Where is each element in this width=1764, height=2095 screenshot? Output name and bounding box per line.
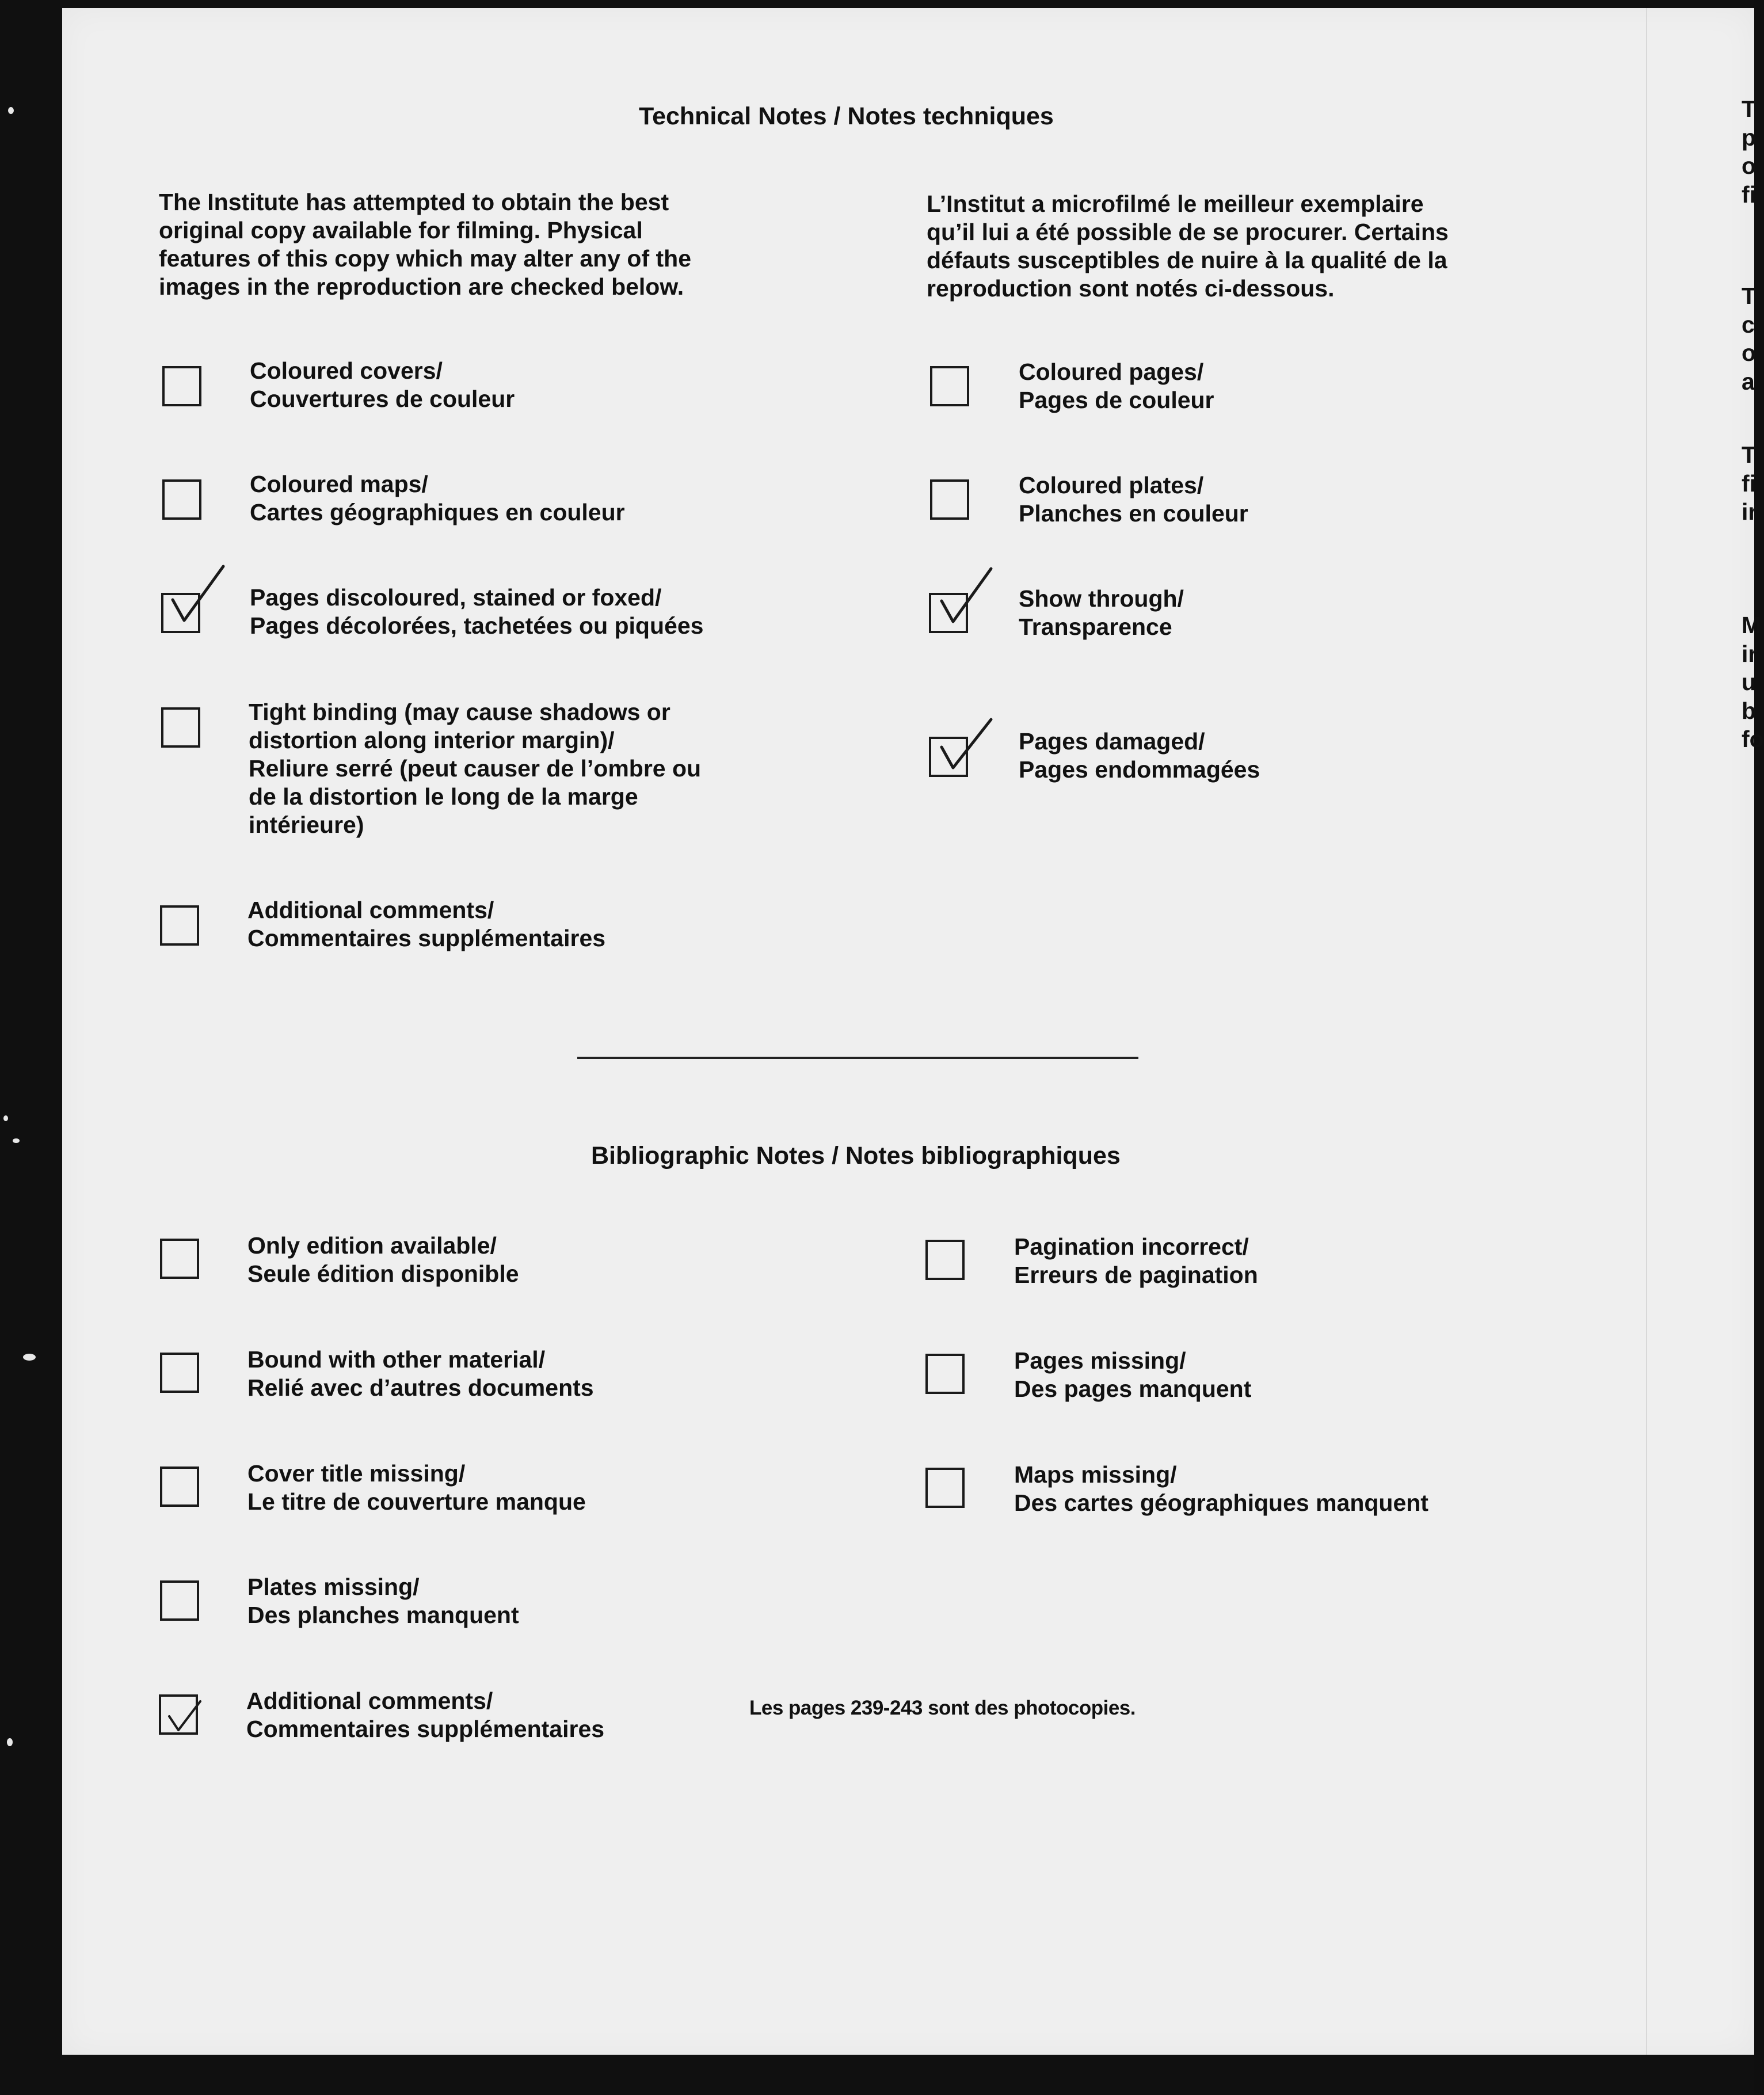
- edge-letter: b: [1742, 697, 1757, 724]
- coloured-maps-label-fr: Cartes géographiques en couleur: [250, 499, 625, 525]
- bound-with-other-label: Bound with other material/: [247, 1346, 546, 1373]
- tight-binding-label-fr: de la distortion le long de la marge: [249, 783, 638, 810]
- tight-binding-label: distortion along interior margin)/: [249, 727, 615, 753]
- plates-missing-checkbox[interactable]: [160, 1580, 199, 1621]
- maps-missing-checkbox[interactable]: [925, 1468, 965, 1508]
- pages-missing-checkbox[interactable]: [925, 1354, 965, 1394]
- pages-discoloured-checkmark-icon: [170, 564, 234, 630]
- film-speck: [13, 1138, 20, 1143]
- intro-en-line: The Institute has attempted to obtain the best: [159, 189, 669, 215]
- additional-comments-checkmark-icon: [167, 1699, 204, 1735]
- additional-comments-text: Les pages 239-243 sont des photocopies.: [749, 1697, 1136, 1719]
- only-edition-checkbox[interactable]: [160, 1239, 199, 1279]
- edge-letter: T: [1742, 441, 1757, 468]
- plates-missing-label: Plates missing/: [247, 1574, 420, 1600]
- show-through-label: Show through/: [1019, 585, 1184, 612]
- intro-en-line: original copy available for filming. Physical: [159, 217, 643, 243]
- bibliographic-notes-title: Bibliographic Notes / Notes bibliographiques: [591, 1142, 1121, 1170]
- edge-letter: fi: [1742, 181, 1757, 208]
- additional-comments-checkbox[interactable]: [160, 905, 199, 946]
- edge-letter: M: [1742, 612, 1762, 638]
- edge-letter: p: [1742, 124, 1757, 151]
- edge-letter: c: [1742, 311, 1755, 338]
- film-speck: [3, 1115, 8, 1121]
- intro-fr-line: reproduction sont notés ci-dessous.: [927, 275, 1335, 302]
- show-through-label-fr: Transparence: [1019, 614, 1172, 640]
- pages-discoloured-label: Pages discoloured, stained or foxed/: [250, 584, 662, 611]
- film-speck: [8, 107, 14, 114]
- film-speck: [23, 1354, 36, 1361]
- intro-en-line: features of this copy which may alter any of the: [159, 245, 692, 272]
- coloured-pages-label: Coloured pages/: [1019, 359, 1204, 385]
- edge-letter: fi: [1742, 470, 1757, 497]
- additional-comments-bib-label: Additional comments/: [246, 1688, 493, 1714]
- coloured-plates-label: Coloured plates/: [1019, 472, 1204, 498]
- technical-notes-title: Technical Notes / Notes techniques: [639, 102, 1054, 130]
- tight-binding-label-fr: intérieure): [249, 812, 364, 838]
- only-edition-label-fr: Seule édition disponible: [247, 1260, 519, 1287]
- bound-with-other-label-fr: Relié avec d’autres documents: [247, 1374, 594, 1401]
- pagination-incorrect-label-fr: Erreurs de pagination: [1014, 1262, 1258, 1288]
- pagination-incorrect-label: Pagination incorrect/: [1014, 1233, 1249, 1260]
- tight-binding-checkbox[interactable]: [161, 707, 200, 748]
- tight-binding-label-fr: Reliure serré (peut causer de l’ombre ou: [249, 755, 702, 782]
- plates-missing-label-fr: Des planches manquent: [247, 1602, 519, 1628]
- adjacent-frame-letters: [1742, 95, 1759, 209]
- coloured-maps-checkbox[interactable]: [162, 479, 201, 520]
- additional-comments-bib-label-fr: Commentaires supplémentaires: [246, 1716, 605, 1742]
- coloured-covers-label-fr: Couvertures de couleur: [250, 386, 515, 412]
- pages-missing-label: Pages missing/: [1014, 1347, 1186, 1374]
- document-page: [62, 8, 1754, 2055]
- adjacent-frame-letters: [1742, 282, 1759, 396]
- pagination-incorrect-checkbox[interactable]: [925, 1240, 965, 1280]
- edge-letter: T: [1742, 96, 1757, 122]
- only-edition-label: Only edition available/: [247, 1232, 497, 1259]
- edge-letter: fo: [1742, 726, 1764, 752]
- coloured-plates-checkbox[interactable]: [930, 479, 969, 520]
- edge-letter: ir: [1742, 498, 1758, 525]
- show-through-checkmark-icon: [938, 566, 1001, 631]
- film-speck: [7, 1738, 13, 1746]
- coloured-maps-label: Coloured maps/: [250, 471, 428, 497]
- adjacent-frame-letters: [1742, 441, 1759, 527]
- cover-title-missing-label: Cover title missing/: [247, 1460, 466, 1487]
- pages-damaged-label-fr: Pages endommagées: [1019, 756, 1260, 783]
- edge-letter: ir: [1742, 640, 1758, 667]
- pages-missing-label-fr: Des pages manquent: [1014, 1376, 1252, 1402]
- edge-letter: u: [1742, 669, 1757, 695]
- intro-en-line: images in the reproduction are checked below.: [159, 273, 684, 300]
- pages-damaged-label: Pages damaged/: [1019, 728, 1205, 755]
- edge-letter: a: [1742, 368, 1755, 395]
- edge-letter: o: [1742, 153, 1757, 179]
- bound-with-other-checkbox[interactable]: [160, 1353, 199, 1393]
- adjacent-frame-letters: [1742, 611, 1764, 754]
- coloured-pages-checkbox[interactable]: [930, 366, 969, 406]
- tight-binding-label: Tight binding (may cause shadows or: [249, 699, 670, 725]
- additional-comments-label: Additional comments/: [247, 897, 494, 923]
- intro-fr-line: qu’il lui a été possible de se procurer. Certains: [927, 219, 1449, 245]
- coloured-plates-label-fr: Planches en couleur: [1019, 500, 1248, 527]
- cover-title-missing-label-fr: Le titre de couverture manque: [247, 1488, 586, 1515]
- coloured-pages-label-fr: Pages de couleur: [1019, 387, 1214, 413]
- edge-letter: T: [1742, 283, 1757, 309]
- coloured-covers-checkbox[interactable]: [162, 366, 201, 406]
- maps-missing-label-fr: Des cartes géographiques manquent: [1014, 1490, 1428, 1516]
- pages-damaged-checkmark-icon: [938, 717, 1001, 777]
- intro-fr-line: défauts susceptibles de nuire à la qualité de la: [927, 247, 1447, 273]
- section-divider-rule: [577, 1057, 1138, 1059]
- pages-discoloured-label-fr: Pages décolorées, tachetées ou piquées: [250, 612, 704, 639]
- page-edge-divider: [1646, 8, 1647, 2055]
- maps-missing-label: Maps missing/: [1014, 1461, 1177, 1488]
- intro-fr-line: L’Institut a microfilmé le meilleur exemplaire: [927, 191, 1424, 217]
- additional-comments-label-fr: Commentaires supplémentaires: [247, 925, 606, 951]
- cover-title-missing-checkbox[interactable]: [160, 1466, 199, 1507]
- coloured-covers-label: Coloured covers/: [250, 357, 443, 384]
- edge-letter: o: [1742, 340, 1757, 366]
